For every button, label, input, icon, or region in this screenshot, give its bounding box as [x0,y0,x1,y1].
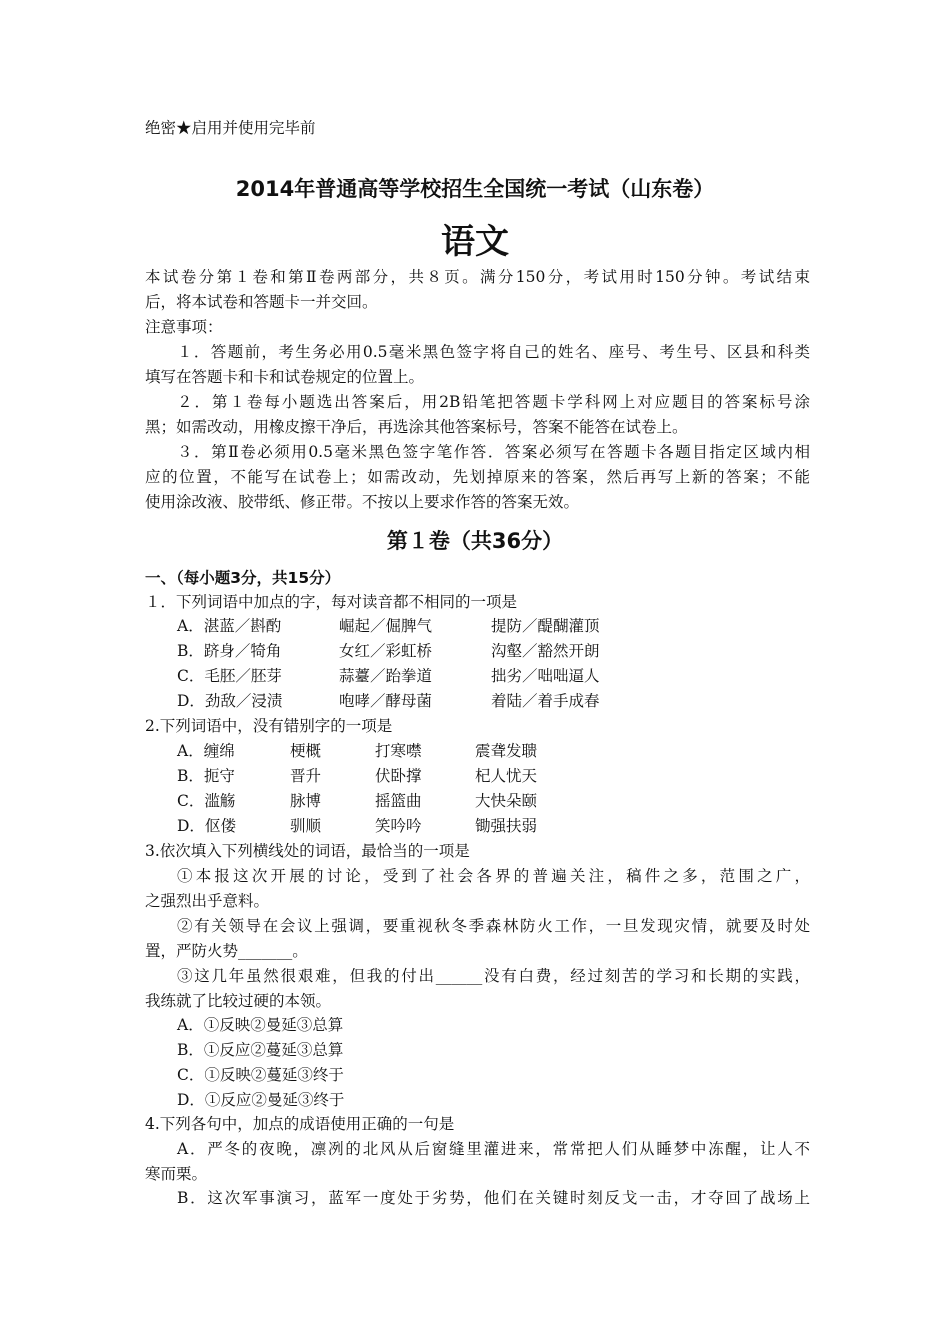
q2-d-col3: 笑吟吟 [375,817,422,835]
q1-d-col3: 着陆／着手成春 [491,692,600,710]
q2-b-col3: 伏卧撑 [375,767,422,785]
q2-c-col4: 大快朵颐 [475,792,538,810]
q2-a-col2: 梗概 [290,742,322,760]
q2-b-col4: 杞人忧天 [475,767,538,785]
q2-d-col2: 驯顺 [290,817,322,835]
q1-c-col3: 拙劣／咄咄逼人 [491,667,600,685]
note-3-line-2: 应的位置，不能写在试卷上；如需改动，先划掉原来的答案，然后再写上新的答案；不能 [145,468,810,486]
note-1-line-2: 填写在答题卡和卡和试卷规定的位置上。 [145,368,425,386]
q2-c-col3: 摇篮曲 [375,792,422,810]
q4-option-a-line-2: 寒而栗。 [145,1165,208,1183]
q3-sentence-3-line-2: 我练就了比较过硬的本领。 [145,992,332,1010]
q3-option-a: A．①反映②曼延③总算 [177,1016,344,1034]
notes-heading: 注意事项： [145,318,223,336]
part-heading: 一、（每小题3分，共15分） [145,569,341,587]
secret-header: 绝密★启用并使用完毕前 [145,119,316,137]
q1-d-col2: 咆哮／酵母菌 [339,692,433,710]
q3-sentence-3-line-1: ③这几年虽然很艰难，但我的付出______没有白费，经过刻苦的学习和长期的实践， [177,967,810,985]
page-title: 2014年普通高等学校招生全国统一考试（山东卷） [235,177,715,201]
section-title: 第１卷（共36分） [386,529,564,553]
q2-b-col1: B．扼守 [177,767,235,785]
q4-stem: 4.下列各句中，加点的成语使用正确的一句是 [145,1115,455,1133]
note-1-line-1: １．答题前，考生务必用0.5毫米黑色签字将自己的姓名、座号、考生号、区县和科类 [177,343,810,361]
q4-option-a-line-1: A．严冬的夜晚，凛冽的北风从后窗缝里灌进来，常常把人们从睡梦中冻醒，让人不 [177,1140,810,1158]
note-3-line-3: 使用涂改液、胶带纸、修正带。不按以上要求作答的答案无效。 [145,493,580,511]
q3-sentence-1-line-1: ①本报这次开展的讨论，受到了社会各界的普遍关注，稿件之多，范围之广， [177,867,810,885]
q1-b-col2: 女红／彩虹桥 [339,642,433,660]
q2-d-col1: D．伛偻 [177,817,236,835]
q2-a-col1: A．缠绵 [177,742,235,760]
q2-a-col3: 打寒噤 [375,742,422,760]
q3-option-c: C．①反映②蔓延③终于 [177,1066,344,1084]
q1-a-col2: 崛起／倔脾气 [339,617,433,635]
q2-d-col4: 锄强扶弱 [475,817,538,835]
q3-sentence-2-line-1: ②有关领导在会议上强调，要重视秋冬季森林防火工作，一旦发现灾情，就要及时处 [177,917,810,935]
q2-b-col2: 晋升 [290,767,322,785]
q2-a-col4: 震聋发聩 [475,742,538,760]
q3-option-b: B．①反应②蔓延③总算 [177,1041,344,1059]
q1-b-col3: 沟壑／豁然开朗 [491,642,600,660]
note-2-line-1: ２．第１卷每小题选出答案后，用2B铅笔把答题卡学科网上对应题目的答案标号涂 [177,393,810,411]
q2-c-col1: C．滥觞 [177,792,236,810]
intro-line-2: 后，将本试卷和答题卡一并交回。 [145,293,378,311]
q1-b-col1: B．跻身／犄角 [177,642,282,660]
q3-stem: 3.依次填入下列横线处的词语，最恰当的一项是 [145,842,470,860]
q1-a-col3: 提防／醍醐灌顶 [491,617,600,635]
q3-option-d: D．①反应②曼延③终于 [177,1091,345,1109]
q1-c-col1: C．毛胚／胚芽 [177,667,282,685]
q2-stem: 2.下列词语中，没有错别字的一项是 [145,717,393,735]
q2-c-col2: 脉博 [290,792,322,810]
q4-option-b-line-1: B．这次军事演习，蓝军一度处于劣势，他们在关键时刻反戈一击，才夺回了战场上 [177,1189,810,1207]
q3-sentence-2-line-2: 置，严防火势_______。 [145,942,308,960]
q1-c-col2: 蒜薹／跆拳道 [339,667,433,685]
note-2-line-2: 黑；如需改动，用橡皮擦干净后，再选涂其他答案标号，答案不能答在试卷上。 [145,418,688,436]
intro-line-1: 本试卷分第１卷和第Ⅱ卷两部分，共８页。满分150分，考试用时150分钟。考试结束 [145,268,810,286]
q3-sentence-1-line-2: 之强烈出乎意料。 [145,892,270,910]
subject-title: 语文 [441,222,509,262]
note-3-line-1: ３．第Ⅱ卷必须用0.5毫米黑色签字笔作答．答案必须写在答题卡各题目指定区域内相 [177,443,810,461]
q1-d-col1: D．劲敌／浸渍 [177,692,283,710]
q1-stem: １．下列词语中加点的字，每对读音都不相同的一项是 [145,593,518,611]
q1-a-col1: A．湛蓝／斟酌 [177,617,282,635]
